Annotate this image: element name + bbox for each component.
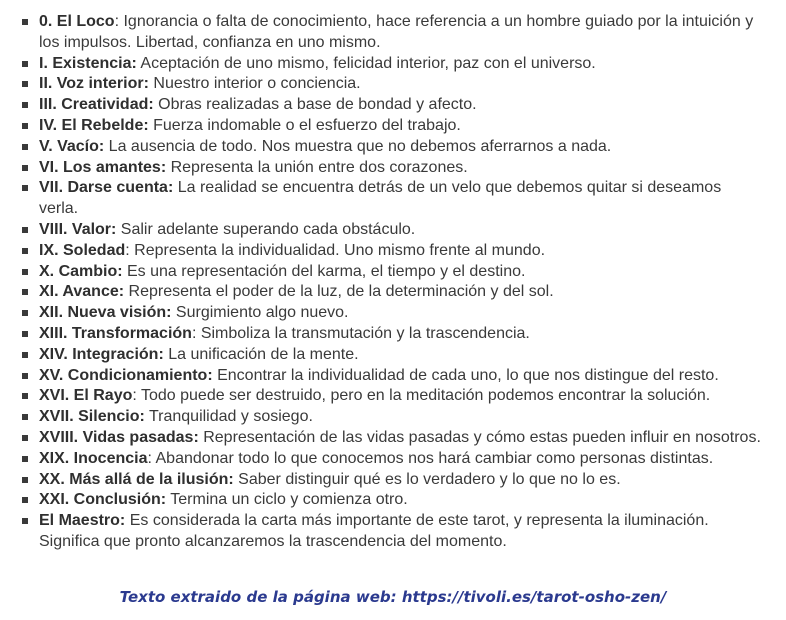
card-description: Salir adelante superando cada obstáculo.	[116, 220, 416, 238]
list-item	[22, 490, 762, 511]
list-item	[22, 407, 762, 428]
card-name: VIII. Valor:	[39, 220, 117, 238]
card-name: El Maestro:	[39, 512, 126, 530]
card-name: XIII. Transformación	[39, 324, 192, 342]
card-description: : Representa la individualidad. Uno mismo frente al mundo.	[125, 241, 546, 259]
source-attribution: Texto extraido de la página web: https://tivoli.es/tarot-osho-zen/	[119, 588, 667, 606]
card-description: Es una representación del karma, el tiempo y el destino.	[122, 262, 526, 280]
card-description: Aceptación de uno mismo, felicidad interior, paz con el universo.	[136, 54, 596, 72]
bullet-icon	[22, 165, 28, 171]
card-description: Surgimiento algo nuevo.	[171, 304, 349, 322]
list-item	[22, 74, 762, 95]
card-description: : Abandonar todo lo que conocemos nos hará cambiar como personas distintas.	[147, 449, 714, 467]
card-description: La realidad se encuentra detrás de un velo que debemos quitar si deseamos verla.	[39, 179, 722, 218]
list-item	[22, 366, 762, 387]
card-name: XIX. Inocencia	[39, 449, 148, 467]
card-description: : Todo puede ser destruido, pero en la meditación podemos encontrar la solución.	[132, 387, 711, 405]
card-name: XXI. Conclusión:	[39, 491, 167, 509]
bullet-icon	[22, 123, 28, 129]
card-description: La ausencia de todo. Nos muestra que no debemos aferrarnos a nada.	[104, 137, 612, 155]
card-name: XI. Avance:	[39, 283, 125, 301]
card-name: 0. El Loco	[39, 13, 115, 30]
card-description: Es considerada la carta más importante de este tarot, y representa la iluminación. Significa que pronto alcanzaremos la trascendencia del momento.	[39, 512, 709, 550]
card-description: Fuerza indomable o el esfuerzo del trabajo.	[148, 116, 461, 134]
bullet-icon	[22, 248, 28, 254]
card-name: IV. El Rebelde:	[39, 116, 149, 134]
card-description: : Ignorancia o falta de conocimiento, hace referencia a un hombre guiado por la intuición y los impulsos. Libertad, confianza en uno mismo.	[39, 13, 754, 51]
list-item	[22, 303, 762, 324]
list-item	[22, 324, 762, 345]
card-name: XVI. El Rayo	[39, 387, 133, 405]
card-name: III. Creatividad:	[39, 96, 154, 114]
card-name: I. Existencia:	[39, 54, 137, 72]
bullet-icon	[22, 310, 28, 316]
list-item	[22, 428, 762, 449]
list-item	[22, 282, 762, 303]
card-description: Saber distinguir qué es lo verdadero y lo que no lo es.	[233, 470, 621, 488]
bullet-icon	[22, 102, 28, 108]
card-name: VI. Los amantes:	[39, 158, 167, 176]
card-name: XIV. Integración:	[39, 345, 164, 363]
bullet-icon	[22, 456, 28, 462]
card-name: VII. Darse cuenta:	[39, 179, 174, 197]
card-description: Tranquilidad y sosiego.	[144, 408, 313, 426]
list-item	[22, 178, 762, 220]
card-name: XII. Nueva visión:	[39, 304, 172, 322]
bullet-icon	[22, 414, 28, 420]
card-description: Encontrar la individualidad de cada uno, lo que nos distingue del resto.	[212, 366, 719, 384]
list-item	[22, 449, 762, 470]
bullet-icon	[22, 435, 28, 441]
card-name: XVIII. Vidas pasadas:	[39, 428, 199, 446]
card-description: Termina un ciclo y comienza otro.	[166, 491, 408, 509]
bullet-icon	[22, 269, 28, 275]
bullet-icon	[22, 373, 28, 379]
bullet-icon	[22, 352, 28, 358]
list-item	[22, 220, 762, 241]
bullet-icon	[22, 289, 28, 295]
bullet-icon	[22, 331, 28, 337]
bullet-icon	[22, 497, 28, 503]
bullet-icon	[22, 19, 28, 25]
card-name: II. Voz interior:	[39, 75, 149, 93]
list-item	[22, 262, 762, 283]
list-item	[22, 158, 762, 179]
card-name: XX. Más allá de la ilusión:	[39, 470, 234, 488]
list-item	[22, 54, 762, 75]
card-name: V. Vacío:	[39, 137, 105, 155]
card-description: Nuestro interior o conciencia.	[148, 75, 361, 93]
card-name: IX. Soledad	[39, 241, 126, 259]
card-description: Representa la unión entre dos corazones.	[166, 158, 468, 176]
tarot-card-list	[22, 12, 762, 553]
bullet-icon	[22, 227, 28, 233]
card-name: XVII. Silencio:	[39, 408, 145, 426]
bullet-icon	[22, 518, 28, 524]
card-description: Representación de las vidas pasadas y cómo estas pueden influir en nosotros.	[198, 428, 761, 446]
list-item	[22, 241, 762, 262]
bullet-icon	[22, 477, 28, 483]
card-name: XV. Condicionamiento:	[39, 366, 213, 384]
list-item	[22, 95, 762, 116]
bullet-icon	[22, 144, 28, 150]
list-item	[22, 345, 762, 366]
list-item	[22, 386, 762, 407]
list-item	[22, 12, 762, 54]
list-item	[22, 511, 762, 553]
card-description: : Simboliza la transmutación y la trascendencia.	[191, 324, 530, 342]
card-description: Obras realizadas a base de bondad y afecto.	[153, 96, 477, 114]
card-description: La unificación de la mente.	[163, 345, 359, 363]
list-item	[22, 137, 762, 158]
card-name: X. Cambio:	[39, 262, 123, 280]
list-item	[22, 470, 762, 491]
bullet-icon	[22, 185, 28, 191]
bullet-icon	[22, 393, 28, 399]
card-description: Representa el poder de la luz, de la determinación y del sol.	[124, 283, 554, 301]
bullet-icon	[22, 81, 28, 87]
list-item	[22, 116, 762, 137]
bullet-icon	[22, 61, 28, 67]
